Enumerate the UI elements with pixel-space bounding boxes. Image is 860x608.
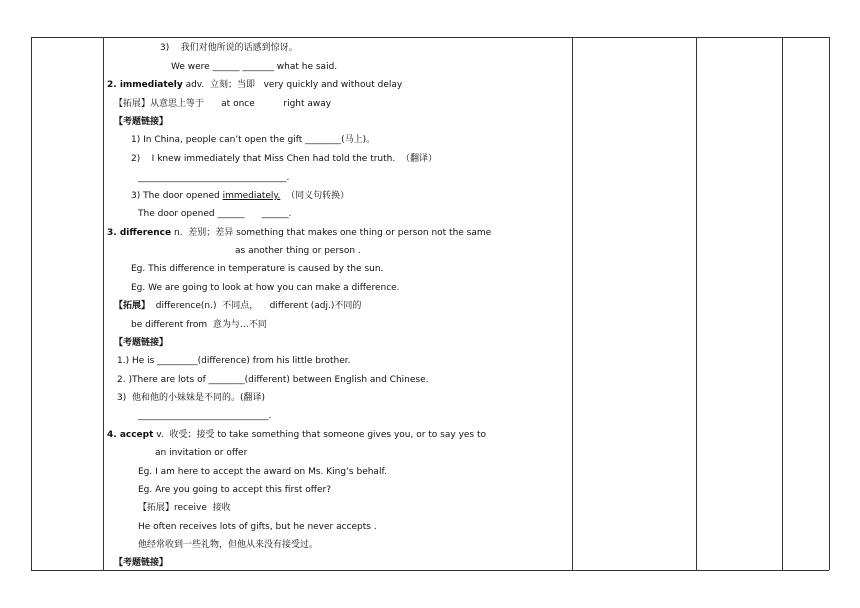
exam-item: 2. )There are lots of ________(different) between English and Chinese. — [117, 375, 429, 385]
table-border-left — [31, 37, 32, 570]
underlined-word: immediately. — [222, 191, 281, 201]
table-divider-1 — [103, 37, 104, 570]
answer-blank: _____________________________. — [138, 411, 272, 421]
table-divider-3 — [696, 37, 697, 570]
example-sentence: Eg. Are you going to accept this first offer? — [138, 485, 331, 495]
answer-blank: The door opened ______ ______. — [138, 209, 292, 219]
vocab-definition: v. 收受；接受 to take something that someone gives you, or to say yes to — [153, 430, 487, 440]
vocab-entry-accept — [107, 429, 486, 441]
example-sentence: He often receives lots of gifts, but he never accepts . — [138, 522, 377, 532]
example-sentence: Eg. We are going to look at how you can make a difference. — [131, 283, 400, 293]
sentence-part: （同义句转换） — [280, 191, 350, 201]
exam-item: 3) 他和他的小妹妹是不同的。(翻译) — [117, 393, 265, 403]
example-sentence: Eg. This difference in temperature is caused by the sun. — [131, 264, 384, 274]
exercise-blank-line: We were ______ _______ what he said. — [171, 62, 338, 72]
exam-item — [131, 190, 349, 202]
extension-label: 【拓展】 — [114, 301, 151, 311]
vocab-word: 3. difference — [107, 228, 172, 238]
table-divider-2 — [572, 37, 573, 570]
phrase-note: be different from 意为与…不同 — [131, 320, 267, 330]
example-sentence: Eg. I am here to accept the award on Ms. King’s behalf. — [138, 467, 387, 477]
table-top-border — [31, 37, 829, 38]
exam-item: 1.) He is _________(difference) from his little brother. — [117, 356, 351, 366]
table-divider-4 — [782, 37, 783, 570]
answer-blank: _________________________________. — [138, 173, 290, 183]
extension-text: difference(n.) 不同点， different (adj.)不同的 — [150, 301, 362, 311]
table-bottom-border — [31, 570, 829, 571]
vocab-word: 2. immediately — [107, 80, 183, 90]
exercise-translation-line: 3) 我们对他所说的话感到惊讶。 — [160, 43, 298, 53]
extension-note — [114, 300, 361, 312]
table-border-right — [829, 37, 830, 570]
exam-item: 1) In China, people can’t open the gift ________(马上)。 — [131, 135, 376, 145]
extension-note: 【拓展】从意思上等于 at once right away — [114, 99, 332, 109]
vocab-word: 4. accept — [107, 430, 154, 440]
translation-sentence: 他经常收到一些礼物，但他从来没有接受过。 — [138, 540, 319, 550]
vocab-entry-immediately — [107, 79, 402, 91]
exam-link-heading: 【考题链接】 — [114, 338, 169, 348]
vocab-definition: n. 差别；差异 something that makes one thing or person not the same — [171, 228, 492, 238]
definition-continued: as another thing or person . — [235, 246, 361, 256]
exam-item: 2) I knew immediately that Miss Chen had told the truth. （翻译） — [131, 154, 437, 164]
definition-continued: an invitation or offer — [155, 448, 248, 458]
vocab-definition: adv. 立刻；当即 very quickly and without delay — [182, 80, 403, 90]
exam-link-heading: 【考题链接】 — [114, 558, 169, 568]
extension-note: 【拓展】receive 接收 — [138, 503, 231, 513]
vocab-entry-difference — [107, 227, 491, 239]
sentence-part: 3) The door opened — [131, 191, 223, 201]
exam-link-heading: 【考题链接】 — [114, 117, 169, 127]
